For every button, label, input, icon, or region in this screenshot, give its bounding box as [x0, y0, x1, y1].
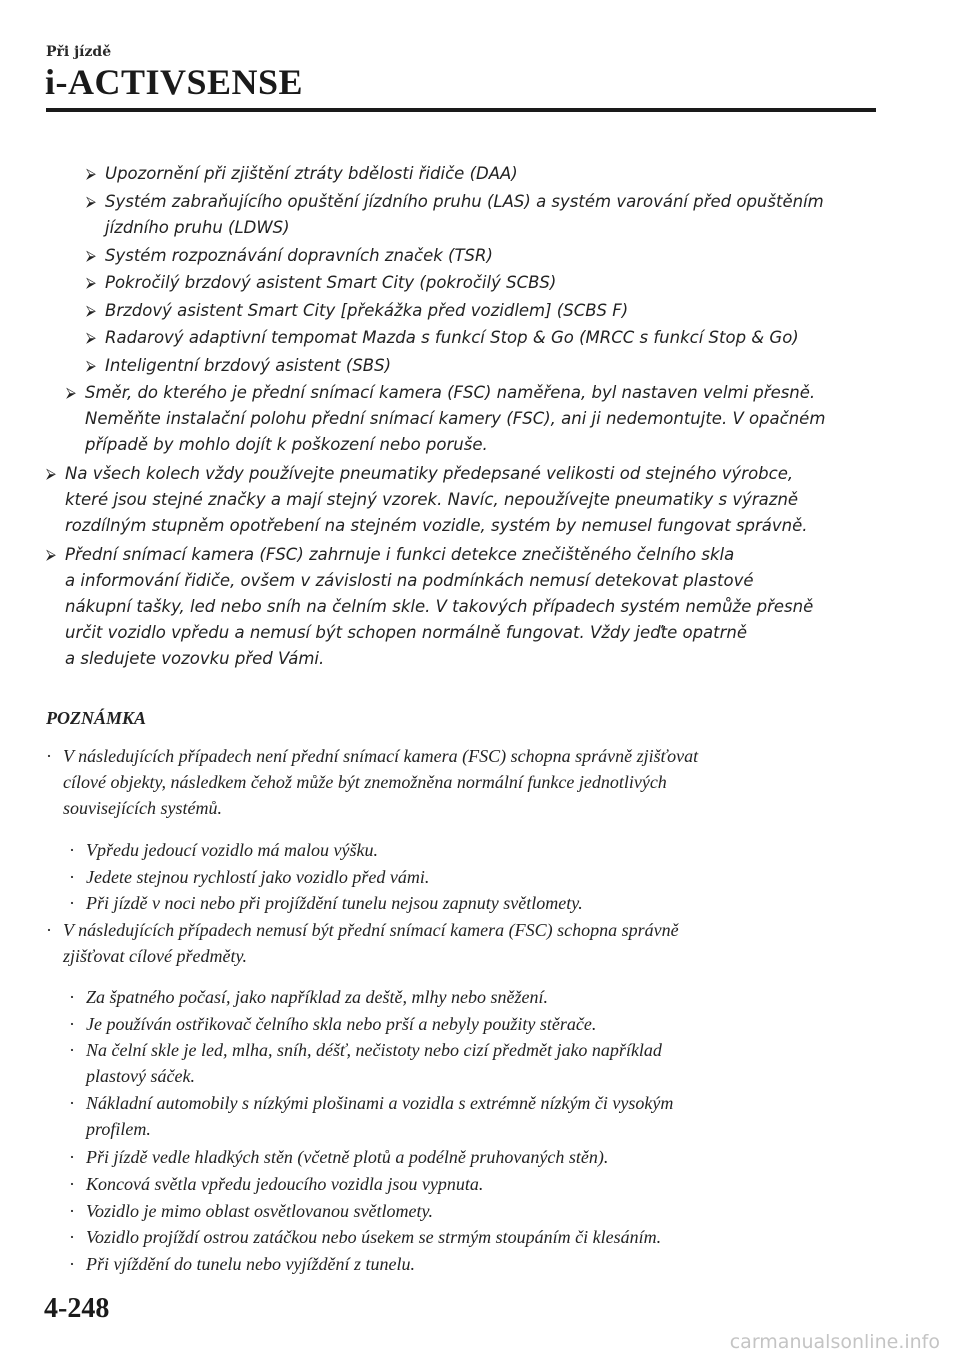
- note-subitem: · Vozidlo projíždí ostrou zatáčkou nebo úsekem se strmým stoupáním či klesáním.: [69, 1224, 886, 1250]
- section-label: Při jízdě: [46, 44, 112, 60]
- note-heading: POZNÁMKA: [46, 708, 147, 728]
- note-subitem: · Na čelní skle je led, mlha, sníh, déšť, nečistoty nebo cizí předmět jako například plastový sáček.: [69, 1037, 886, 1089]
- page-title: i-ACTIVSENSE: [45, 62, 304, 102]
- bullet-icon: ·: [69, 1254, 75, 1274]
- warning-item: ⮚ Směr, do kterého je přední snímací kamera (FSC) naměřena, byl nastaven velmi přesně. Neměňte instalační polohu přední snímací kamery (FSC), ani ji nedemontujte. V opačném případě by mohlo dojít k poškození nebo poruše.: [66, 380, 886, 458]
- note-subitem: · Vozidlo je mimo oblast osvětlovanou světlomety.: [69, 1198, 886, 1224]
- warning-arrow-icon: ⮚: [86, 303, 96, 319]
- warning-arrow-icon: ⮚: [46, 466, 56, 482]
- warning-item: ⮚ Pokročilý brzdový asistent Smart City (pokročilý SCBS): [86, 270, 886, 296]
- page-number: 4-248: [44, 1293, 110, 1324]
- warning-arrow-icon: ⮚: [86, 166, 96, 182]
- warning-arrow-icon: ⮚: [86, 358, 96, 374]
- note-subitem: · Vpředu jedoucí vozidlo má malou výšku.: [69, 837, 886, 863]
- warning-item: ⮚ Přední snímací kamera (FSC) zahrnuje i funkci detekce znečištěného čelního skla a informování řidiče, ovšem v závislosti na podmínkách nemusí detekovat plastové nákupní tašky, led nebo sníh na čelním skle. V takových případech systém nemůže přesně určit vozidlo vpředu a nemusí být schopen normálně fungovat. Vždy jeďte opatrně a sledujete vozovku před Vámi.: [46, 542, 886, 672]
- warning-item: ⮚ Inteligentní brzdový asistent (SBS): [86, 353, 886, 379]
- bullet-icon: ·: [69, 1227, 75, 1247]
- note-subitem: · Při vjíždění do tunelu nebo vyjíždění z tunelu.: [69, 1251, 886, 1277]
- bullet-icon: ·: [69, 1201, 75, 1221]
- bullet-icon: ·: [69, 867, 75, 887]
- warning-arrow-icon: ⮚: [86, 275, 96, 291]
- warning-item: ⮚ Upozornění při zjištění ztráty bdělosti řidiče (DAA): [86, 161, 886, 187]
- note-subitem: · Jedete stejnou rychlostí jako vozidlo před vámi.: [69, 864, 886, 890]
- warning-item: ⮚ Brzdový asistent Smart City [překážka před vozidlem] (SCBS F): [86, 298, 886, 324]
- bullet-icon: ·: [69, 1040, 75, 1060]
- note-item: · V následujících případech není přední snímací kamera (FSC) schopna správně zjišťovat cílové objekty, následkem čehož může být znemožněna normální funkce jednotlivých souvisejících systémů.: [46, 743, 886, 821]
- note-subitem: · Nákladní automobily s nízkými plošinami a vozidla s extrémně nízkým či vysokým profilem.: [69, 1090, 886, 1142]
- bullet-icon: ·: [46, 920, 52, 940]
- note-subitem: · Koncová světla vpředu jedoucího vozidla jsou vypnuta.: [69, 1171, 886, 1197]
- bullet-icon: ·: [69, 987, 75, 1007]
- bullet-icon: ·: [69, 1093, 75, 1113]
- warning-item: ⮚ Na všech kolech vždy používejte pneumatiky předepsané velikosti od stejného výrobce, které jsou stejné značky a mají stejný vzorek. Navíc, nepoužívejte pneumatiky s výrazně rozdílným stupněm opotřebení na stejném vozidle, systém by nemusel fungovat správně.: [46, 461, 886, 539]
- warning-arrow-icon: ⮚: [66, 385, 76, 401]
- bullet-icon: ·: [69, 840, 75, 860]
- warning-arrow-icon: ⮚: [86, 194, 96, 210]
- watermark: carmanualsonline.info: [729, 1331, 940, 1353]
- note-subitem: · Při jízdě vedle hladkých stěn (včetně plotů a podélně pruhovaných stěn).: [69, 1144, 886, 1170]
- title-divider: [46, 108, 876, 112]
- warning-arrow-icon: ⮚: [46, 547, 56, 563]
- warning-arrow-icon: ⮚: [86, 248, 96, 264]
- bullet-icon: ·: [69, 1014, 75, 1034]
- note-subitem: · Je používán ostřikovač čelního skla nebo prší a nebyly použity stěrače.: [69, 1011, 886, 1037]
- warning-arrow-icon: ⮚: [86, 330, 96, 346]
- note-item: · V následujících případech nemusí být přední snímací kamera (FSC) schopna správně zjišťovat cílové předměty.: [46, 917, 886, 969]
- bullet-icon: ·: [69, 893, 75, 913]
- warning-item: ⮚ Radarový adaptivní tempomat Mazda s funkcí Stop & Go (MRCC s funkcí Stop & Go): [86, 325, 886, 351]
- warning-item: ⮚ Systém zabraňujícího opuštění jízdního pruhu (LAS) a systém varování před opuštěním jízdního pruhu (LDWS): [86, 189, 886, 241]
- bullet-icon: ·: [46, 746, 52, 766]
- bullet-icon: ·: [69, 1147, 75, 1167]
- note-subitem: · Při jízdě v noci nebo při projíždění tunelu nejsou zapnuty světlomety.: [69, 890, 886, 916]
- warning-item: ⮚ Systém rozpoznávání dopravních značek (TSR): [86, 243, 886, 269]
- bullet-icon: ·: [69, 1174, 75, 1194]
- note-subitem: · Za špatného počasí, jako například za deště, mlhy nebo sněžení.: [69, 984, 886, 1010]
